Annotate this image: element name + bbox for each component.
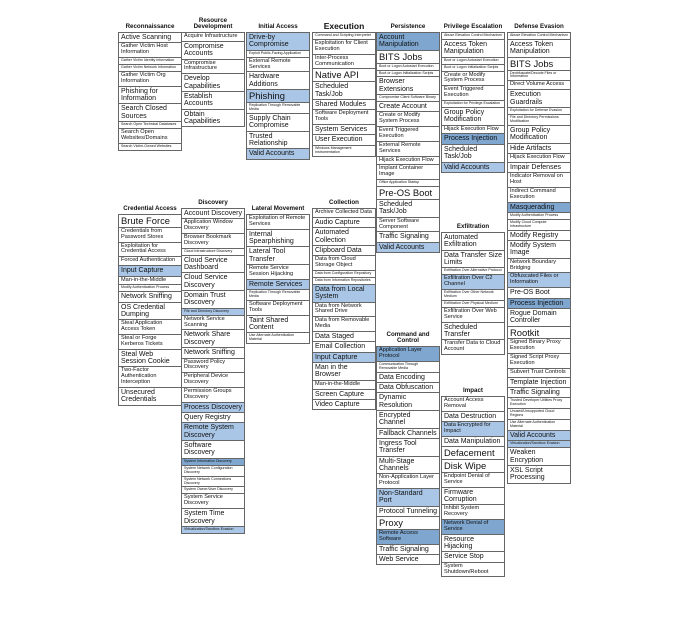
technique-supply-chain-compromise[interactable]: Supply Chain Compromise: [247, 114, 309, 132]
technique-shared-modules[interactable]: Shared Modules: [313, 100, 375, 110]
technique-boot-or-logon-initialization-scripts[interactable]: Boot or Logon Initialization Scripts: [442, 65, 504, 72]
technique-audio-capture[interactable]: Audio Capture: [313, 218, 375, 228]
technique-process-discovery[interactable]: Process Discovery: [182, 403, 244, 413]
technique-exploitation-for-client-execution[interactable]: Exploitation for Client Execution: [313, 40, 375, 55]
technique-browser-bookmark-discovery[interactable]: Browser Bookmark Discovery: [182, 234, 244, 249]
tactic-header: Persistence: [390, 23, 426, 31]
technique-dynamic-resolution[interactable]: Dynamic Resolution: [377, 393, 439, 411]
technique-process-injection[interactable]: Process Injection: [508, 299, 570, 309]
tactic-header: Exfiltration: [456, 223, 490, 231]
technique-phishing-for-information[interactable]: Phishing for Information: [119, 87, 181, 105]
technique-archive-collected-data[interactable]: Archive Collected Data: [313, 209, 375, 218]
technique-system-information-discovery[interactable]: System Information Discovery: [182, 459, 244, 466]
technique-system-services[interactable]: System Services: [313, 125, 375, 135]
technique-hijack-execution-flow[interactable]: Hijack Execution Flow: [377, 157, 439, 166]
technique-non-standard-port[interactable]: Non-Standard Port: [377, 489, 439, 507]
tactic-initial-access: [246, 6, 310, 160]
technique-list: [441, 32, 505, 173]
technique-internal-spearphishing[interactable]: Internal Spearphishing: [247, 230, 309, 248]
technique-modify-registry[interactable]: Modify Registry: [508, 231, 570, 241]
technique-defacement[interactable]: Defacement: [442, 447, 504, 460]
tactic-execution: [312, 6, 376, 157]
tactic-header: Reconnaissance: [125, 23, 175, 31]
technique-steal-or-forge-kerberos-tickets[interactable]: Steal or Forge Kerberos Tickets: [119, 335, 181, 350]
technique-virtualization-sandbox-evasion[interactable]: Virtualization/Sandbox Evasion: [508, 441, 570, 448]
technique-external-remote-services[interactable]: External Remote Services: [247, 58, 309, 73]
technique-phishing[interactable]: Phishing: [247, 90, 309, 103]
technique-network-sniffing[interactable]: Network Sniffing: [119, 292, 181, 302]
technique-exfiltration-over-other-network-medium[interactable]: Exfiltration Over Other Network Medium: [442, 290, 504, 301]
technique-signed-script-proxy-execution[interactable]: Signed Script Proxy Execution: [508, 354, 570, 369]
technique-use-alternate-authentication-material[interactable]: Use Alternate Authentication Material: [508, 420, 570, 431]
technique-encrypted-channel[interactable]: Encrypted Channel: [377, 411, 439, 429]
technique-data-from-cloud-storage-object[interactable]: Data from Cloud Storage Object: [313, 256, 375, 271]
technique-replication-through-removable-media[interactable]: Replication Through Removable Media: [247, 290, 309, 301]
tactic-header: Impact: [463, 387, 483, 395]
technique-obtain-capabilities[interactable]: Obtain Capabilities: [184, 110, 221, 125]
technique-exploitation-for-privilege-escalation[interactable]: Exploitation for Privilege Escalation: [442, 101, 504, 108]
technique-man-in-the-middle[interactable]: Man-in-the-Middle: [313, 381, 375, 390]
tactic-credential-access: [118, 188, 182, 406]
technique-protocol-tunneling[interactable]: Protocol Tunneling: [377, 507, 439, 517]
technique-forced-authentication[interactable]: Forced Authentication: [119, 257, 181, 266]
technique-domain-trust-discovery[interactable]: Domain Trust Discovery: [182, 291, 244, 309]
technique-boot-or-logon-initialization-scripts[interactable]: Boot or Logon Initialization Scripts: [377, 71, 439, 78]
technique-file-and-directory-permissions-modification[interactable]: File and Directory Permissions Modification: [508, 115, 570, 126]
technique-browser-extensions[interactable]: Browser Extensions: [377, 77, 439, 95]
technique-valid-accounts[interactable]: Valid Accounts: [377, 243, 439, 252]
technique-system-shutdown-reboot[interactable]: System Shutdown/Reboot: [444, 562, 489, 575]
technique-virtualization-sandbox-evasion[interactable]: Virtualization/Sandbox Evasion: [182, 527, 244, 533]
technique-endpoint-denial-of-service[interactable]: Endpoint Denial of Service: [442, 473, 504, 488]
technique-drive-by-compromise[interactable]: Drive-by Compromise: [247, 33, 309, 51]
technique-traffic-signaling[interactable]: Traffic Signaling: [508, 388, 570, 398]
tactic-header: Execution: [323, 21, 365, 31]
technique-boot-or-logon-autostart-execution[interactable]: Boot or Logon Autostart Execution: [377, 64, 439, 71]
tactic-header: Resource Development: [193, 16, 233, 31]
technique-masquerading[interactable]: Masquerading: [508, 203, 570, 213]
technique-boot-or-logon-autostart-execution[interactable]: Boot or Logon Autostart Execution: [442, 58, 504, 65]
technique-server-software-component[interactable]: Server Software Component: [377, 218, 439, 233]
technique-windows-management-instrumentation[interactable]: Windows Management Instrumentation: [315, 145, 352, 154]
technique-exploitation-for-credential-access[interactable]: Exploitation for Credential Access: [119, 243, 181, 258]
technique-list: [246, 32, 310, 160]
technique-list: [118, 32, 182, 151]
technique-transfer-data-to-cloud-account[interactable]: Transfer Data to Cloud Account: [444, 340, 501, 353]
technique-search-closed-sources[interactable]: Search Closed Sources: [119, 104, 181, 122]
technique-data-staged[interactable]: Data Staged: [313, 332, 375, 342]
technique-modify-authentication-process[interactable]: Modify Authentication Process: [508, 213, 570, 220]
technique-data-encrypted-for-impact[interactable]: Data Encrypted for Impact: [442, 422, 504, 437]
technique-list: [246, 214, 310, 344]
technique-event-triggered-execution[interactable]: Event Triggered Execution: [377, 127, 439, 142]
tactic-reconnaissance: [118, 6, 182, 151]
technique-network-service-scanning[interactable]: Network Service Scanning: [182, 316, 244, 331]
technique-password-policy-discovery[interactable]: Password Policy Discovery: [182, 359, 244, 374]
technique-abuse-elevation-control-mechanism[interactable]: Abuse Elevation Control Mechanism: [442, 33, 504, 40]
technique-list: [441, 396, 505, 577]
tactic-command-and-control: [376, 320, 440, 565]
technique-develop-capabilities[interactable]: Develop Capabilities: [182, 74, 244, 92]
technique-obfuscated-files-or-information[interactable]: Obfuscated Files or Information: [508, 273, 570, 288]
technique-office-application-startup[interactable]: Office Application Startup: [377, 180, 439, 187]
technique-resource-hijacking[interactable]: Resource Hijacking: [442, 535, 504, 553]
technique-brute-force[interactable]: Brute Force: [119, 215, 181, 228]
technique-inhibit-system-recovery[interactable]: Inhibit System Recovery: [442, 505, 504, 520]
technique-traffic-signaling[interactable]: Traffic Signaling: [377, 545, 439, 555]
technique-application-window-discovery[interactable]: Application Window Discovery: [182, 219, 244, 234]
technique-impair-defenses[interactable]: Impair Defenses: [508, 163, 570, 173]
technique-compromise-accounts[interactable]: Compromise Accounts: [182, 42, 244, 60]
technique-software-deployment-tools[interactable]: Software Deployment Tools: [247, 301, 309, 316]
technique-steal-application-access-token[interactable]: Steal Application Access Token: [119, 320, 181, 335]
technique-remote-services[interactable]: Remote Services: [247, 280, 309, 290]
technique-trusted-developer-utilities-proxy-execution[interactable]: Trusted Developer Utilities Proxy Execution: [508, 398, 570, 409]
technique-indirect-command-execution[interactable]: Indirect Command Execution: [508, 188, 570, 203]
tactic-lateral-movement: [246, 188, 310, 344]
technique-automated-collection[interactable]: Automated Collection: [313, 228, 375, 246]
technique-scheduled-transfer[interactable]: Scheduled Transfer: [442, 323, 504, 341]
technique-multi-stage-channels[interactable]: Multi-Stage Channels: [377, 457, 439, 475]
technique-network-boundary-bridging[interactable]: Network Boundary Bridging: [508, 259, 570, 274]
technique-list: [181, 32, 245, 127]
technique-screen-capture[interactable]: Screen Capture: [313, 390, 375, 400]
technique-permission-groups-discovery[interactable]: Permission Groups Discovery: [182, 388, 244, 403]
technique-gather-victim-identity-information[interactable]: Gather Victim Identity Information: [119, 58, 181, 65]
technique-indicator-removal-on-host[interactable]: Indicator Removal on Host: [508, 173, 570, 188]
technique-disk-wipe[interactable]: Disk Wipe: [442, 460, 504, 473]
technique-data-from-network-shared-drive[interactable]: Data from Network Shared Drive: [313, 303, 375, 318]
technique-data-from-removable-media[interactable]: Data from Removable Media: [313, 317, 375, 332]
tactic-defense-evasion: [507, 6, 571, 484]
technique-network-denial-of-service[interactable]: Network Denial of Service: [442, 520, 504, 535]
technique-compromise-client-software-binary[interactable]: Compromise Client Software Binary: [377, 95, 439, 102]
technique-compromise-infrastructure[interactable]: Compromise Infrastructure: [182, 60, 244, 75]
technique-external-remote-services[interactable]: External Remote Services: [377, 142, 439, 157]
technique-list: [118, 214, 182, 406]
technique-command-and-scripting-interpreter[interactable]: Command and Scripting Interpreter: [313, 33, 375, 40]
technique-trusted-relationship[interactable]: Trusted Relationship: [247, 132, 309, 150]
technique-video-capture[interactable]: Video Capture: [315, 400, 360, 408]
technique-clipboard-data[interactable]: Clipboard Data: [313, 246, 375, 256]
technique-web-service[interactable]: Web Service: [379, 556, 419, 564]
technique-file-and-directory-discovery[interactable]: File and Directory Discovery: [182, 309, 244, 316]
technique-exfiltration-over-web-service[interactable]: Exfiltration Over Web Service: [442, 308, 504, 323]
technique-access-token-manipulation[interactable]: Access Token Manipulation: [508, 40, 570, 58]
tactic-resource-development: [181, 6, 245, 127]
tactic-impact: [441, 370, 505, 577]
technique-hijack-execution-flow[interactable]: Hijack Execution Flow: [508, 154, 570, 163]
technique-software-deployment-tools[interactable]: Software Deployment Tools: [313, 110, 375, 125]
technique-unsecured-credentials[interactable]: Unsecured Credentials: [121, 389, 157, 404]
technique-hardware-additions[interactable]: Hardware Additions: [247, 72, 309, 90]
technique-valid-accounts[interactable]: Valid Accounts: [247, 149, 309, 158]
technique-pre-os-boot[interactable]: Pre-OS Boot: [377, 187, 439, 200]
technique-data-manipulation[interactable]: Data Manipulation: [442, 437, 504, 447]
technique-data-from-configuration-repository[interactable]: Data from Configuration Repository: [313, 271, 375, 278]
technique-pre-os-boot[interactable]: Pre-OS Boot: [508, 288, 570, 298]
technique-man-in-the-browser[interactable]: Man in the Browser: [313, 363, 375, 381]
technique-non-application-layer-protocol[interactable]: Non-Application Layer Protocol: [377, 474, 439, 489]
technique-create-or-modify-system-process[interactable]: Create or Modify System Process: [377, 112, 439, 127]
technique-firmware-corruption[interactable]: Firmware Corruption: [442, 488, 504, 506]
technique-remote-system-discovery[interactable]: Remote System Discovery: [182, 423, 244, 441]
technique-cloud-service-dashboard[interactable]: Cloud Service Dashboard: [182, 256, 244, 274]
technique-group-policy-modification[interactable]: Group Policy Modification: [442, 108, 504, 126]
technique-ingress-tool-transfer[interactable]: Ingress Tool Transfer: [377, 439, 439, 457]
technique-unused-unsupported-cloud-regions[interactable]: Unused/Unsupported Cloud Regions: [508, 409, 570, 420]
technique-list: [376, 346, 440, 565]
technique-data-obfuscation[interactable]: Data Obfuscation: [377, 383, 439, 393]
technique-establish-accounts[interactable]: Establish Accounts: [182, 92, 244, 110]
technique-bits-jobs[interactable]: BITS Jobs: [508, 58, 570, 71]
technique-list: [507, 32, 571, 484]
technique-gather-victim-org-information[interactable]: Gather Victim Org Information: [119, 72, 181, 87]
technique-service-stop[interactable]: Service Stop: [442, 552, 504, 562]
technique-modify-cloud-compute-infrastructure[interactable]: Modify Cloud Compute Infrastructure: [508, 220, 570, 231]
technique-automated-exfiltration[interactable]: Automated Exfiltration: [442, 233, 504, 251]
technique-scheduled-task-job[interactable]: Scheduled Task/Job: [313, 82, 375, 100]
tactic-discovery: [181, 182, 245, 534]
technique-exfiltration-over-physical-medium[interactable]: Exfiltration Over Physical Medium: [442, 301, 504, 308]
technique-cloud-service-discovery[interactable]: Cloud Service Discovery: [182, 273, 244, 291]
tactic-header: Initial Access: [258, 23, 298, 31]
technique-data-from-local-system[interactable]: Data from Local System: [313, 285, 375, 303]
technique-application-layer-protocol[interactable]: Application Layer Protocol: [377, 347, 439, 362]
technique-list: [312, 32, 376, 157]
technique-valid-accounts[interactable]: Valid Accounts: [442, 163, 504, 172]
technique-use-alternate-authentication-material[interactable]: Use Alternate Authentication Material: [249, 333, 295, 342]
technique-scheduled-task-job[interactable]: Scheduled Task/Job: [442, 145, 504, 163]
technique-input-capture[interactable]: Input Capture: [313, 353, 375, 363]
tactic-exfiltration: [441, 206, 505, 355]
tactic-header: Defense Evasion: [514, 23, 564, 31]
technique-network-share-discovery[interactable]: Network Share Discovery: [182, 330, 244, 348]
technique-abuse-elevation-control-mechanism[interactable]: Abuse Elevation Control Mechanism: [508, 33, 570, 40]
technique-fallback-channels[interactable]: Fallback Channels: [377, 429, 439, 439]
tactic-header: Discovery: [198, 199, 228, 207]
technique-xsl-script-processing[interactable]: XSL Script Processing: [510, 467, 545, 482]
technique-system-network-configuration-discovery[interactable]: System Network Configuration Discovery: [182, 466, 244, 477]
technique-gather-victim-network-information[interactable]: Gather Victim Network Information: [119, 65, 181, 72]
technique-account-discovery[interactable]: Account Discovery: [182, 209, 244, 219]
technique-gather-victim-host-information[interactable]: Gather Victim Host Information: [119, 43, 181, 58]
technique-data-encoding[interactable]: Data Encoding: [377, 373, 439, 383]
technique-steal-web-session-cookie[interactable]: Steal Web Session Cookie: [119, 350, 181, 368]
technique-exploitation-of-remote-services[interactable]: Exploitation of Remote Services: [247, 215, 309, 230]
technique-communication-through-removable-media[interactable]: Communication Through Removable Media: [377, 362, 439, 373]
technique-group-policy-modification[interactable]: Group Policy Modification: [508, 126, 570, 144]
technique-search-open-websites-domains[interactable]: Search Open Websites/Domains: [119, 129, 181, 144]
technique-credentials-from-password-stores[interactable]: Credentials from Password Stores: [119, 228, 181, 243]
technique-search-victim-owned-websites[interactable]: Search Victim-Owned Websites: [121, 143, 172, 148]
technique-query-registry[interactable]: Query Registry: [182, 413, 244, 423]
tactic-privilege-escalation: [441, 6, 505, 173]
technique-signed-binary-proxy-execution[interactable]: Signed Binary Proxy Execution: [508, 339, 570, 354]
technique-inter-process-communication[interactable]: Inter-Process Communication: [313, 55, 375, 70]
technique-list: [181, 208, 245, 534]
technique-search-open-technical-databases[interactable]: Search Open Technical Databases: [119, 122, 181, 129]
technique-input-capture[interactable]: Input Capture: [119, 266, 181, 276]
technique-system-owner-user-discovery[interactable]: System Owner/User Discovery: [182, 487, 244, 494]
technique-account-access-removal[interactable]: Account Access Removal: [442, 397, 504, 412]
technique-process-injection[interactable]: Process Injection: [442, 134, 504, 144]
technique-modify-system-image[interactable]: Modify System Image: [508, 241, 570, 259]
technique-deobfuscate-decode-files-or-information[interactable]: Deobfuscate/Decode Files or Information: [508, 71, 570, 82]
technique-data-transfer-size-limits[interactable]: Data Transfer Size Limits: [442, 251, 504, 269]
technique-hijack-execution-flow[interactable]: Hijack Execution Flow: [442, 126, 504, 135]
technique-exploit-public-facing-application[interactable]: Exploit Public-Facing Application: [247, 51, 309, 58]
technique-valid-accounts[interactable]: Valid Accounts: [508, 431, 570, 441]
technique-software-discovery[interactable]: Software Discovery: [182, 441, 244, 459]
tactic-header: Privilege Escalation: [443, 23, 503, 31]
tactic-header: Credential Access: [123, 205, 177, 213]
technique-rogue-domain-controller[interactable]: Rogue Domain Controller: [508, 309, 570, 327]
technique-remote-access-software[interactable]: Remote Access Software: [377, 530, 439, 545]
technique-weaken-encryption[interactable]: Weaken Encryption: [508, 448, 570, 466]
technique-os-credential-dumping[interactable]: OS Credential Dumping: [119, 303, 181, 321]
technique-exploitation-for-defense-evasion[interactable]: Exploitation for Defense Evasion: [508, 108, 570, 115]
technique-proxy[interactable]: Proxy: [377, 517, 439, 530]
tactic-header: Command and Control: [386, 330, 430, 345]
technique-list: [441, 232, 505, 355]
technique-man-in-the-middle[interactable]: Man-in-the-Middle: [119, 277, 181, 286]
technique-two-factor-authentication-interception[interactable]: Two-Factor Authentication Interception: [119, 367, 181, 388]
technique-system-network-connections-discovery[interactable]: System Network Connections Discovery: [182, 477, 244, 488]
technique-traffic-signaling[interactable]: Traffic Signaling: [377, 232, 439, 242]
technique-replication-through-removable-media[interactable]: Replication Through Removable Media: [247, 103, 309, 114]
technique-exfiltration-over-c2-channel[interactable]: Exfiltration Over C2 Channel: [442, 275, 504, 290]
technique-remote-service-session-hijacking[interactable]: Remote Service Session Hijacking: [247, 265, 309, 280]
tactic-header: Collection: [329, 199, 359, 207]
technique-acquire-infrastructure[interactable]: Acquire Infrastructure: [182, 33, 244, 42]
technique-list: [312, 208, 376, 410]
technique-taint-shared-content[interactable]: Taint Shared Content: [247, 316, 309, 334]
technique-native-api[interactable]: Native API: [313, 69, 375, 82]
technique-lateral-tool-transfer[interactable]: Lateral Tool Transfer: [247, 247, 309, 265]
technique-account-manipulation[interactable]: Account Manipulation: [377, 33, 439, 51]
tactic-collection: [312, 182, 376, 410]
technique-create-account[interactable]: Create Account: [377, 102, 439, 112]
technique-data-from-information-repositories[interactable]: Data from Information Repositories: [313, 278, 375, 285]
technique-bits-jobs[interactable]: BITS Jobs: [377, 51, 439, 64]
technique-implant-container-image[interactable]: Implant Container Image: [377, 165, 439, 180]
technique-system-service-discovery[interactable]: System Service Discovery: [182, 494, 244, 509]
tactic-persistence: [376, 6, 440, 253]
technique-active-scanning[interactable]: Active Scanning: [119, 33, 181, 43]
technique-template-injection[interactable]: Template Injection: [508, 378, 570, 388]
technique-create-or-modify-system-process[interactable]: Create or Modify System Process: [442, 72, 504, 87]
technique-hide-artifacts[interactable]: Hide Artifacts: [508, 144, 570, 154]
technique-data-destruction[interactable]: Data Destruction: [442, 412, 504, 422]
technique-subvert-trust-controls[interactable]: Subvert Trust Controls: [508, 369, 570, 378]
technique-execution-guardrails[interactable]: Execution Guardrails: [508, 90, 570, 108]
technique-email-collection[interactable]: Email Collection: [313, 342, 375, 352]
technique-network-sniffing[interactable]: Network Sniffing: [182, 348, 244, 358]
technique-rootkit[interactable]: Rootkit: [508, 327, 570, 340]
technique-modify-authentication-process[interactable]: Modify Authentication Process: [119, 285, 181, 292]
technique-access-token-manipulation[interactable]: Access Token Manipulation: [442, 40, 504, 58]
technique-cloud-infrastructure-discovery[interactable]: Cloud Infrastructure Discovery: [182, 249, 244, 256]
technique-system-time-discovery[interactable]: System Time Discovery: [182, 509, 244, 527]
tactic-header: Lateral Movement: [251, 205, 305, 213]
technique-user-execution[interactable]: User Execution: [313, 135, 375, 145]
technique-peripheral-device-discovery[interactable]: Peripheral Device Discovery: [182, 373, 244, 388]
technique-direct-volume-access[interactable]: Direct Volume Access: [508, 81, 570, 90]
technique-exfiltration-over-alternative-protocol[interactable]: Exfiltration Over Alternative Protocol: [442, 268, 504, 275]
technique-event-triggered-execution[interactable]: Event Triggered Execution: [442, 86, 504, 101]
technique-list: [376, 32, 440, 253]
technique-scheduled-task-job[interactable]: Scheduled Task/Job: [377, 200, 439, 218]
